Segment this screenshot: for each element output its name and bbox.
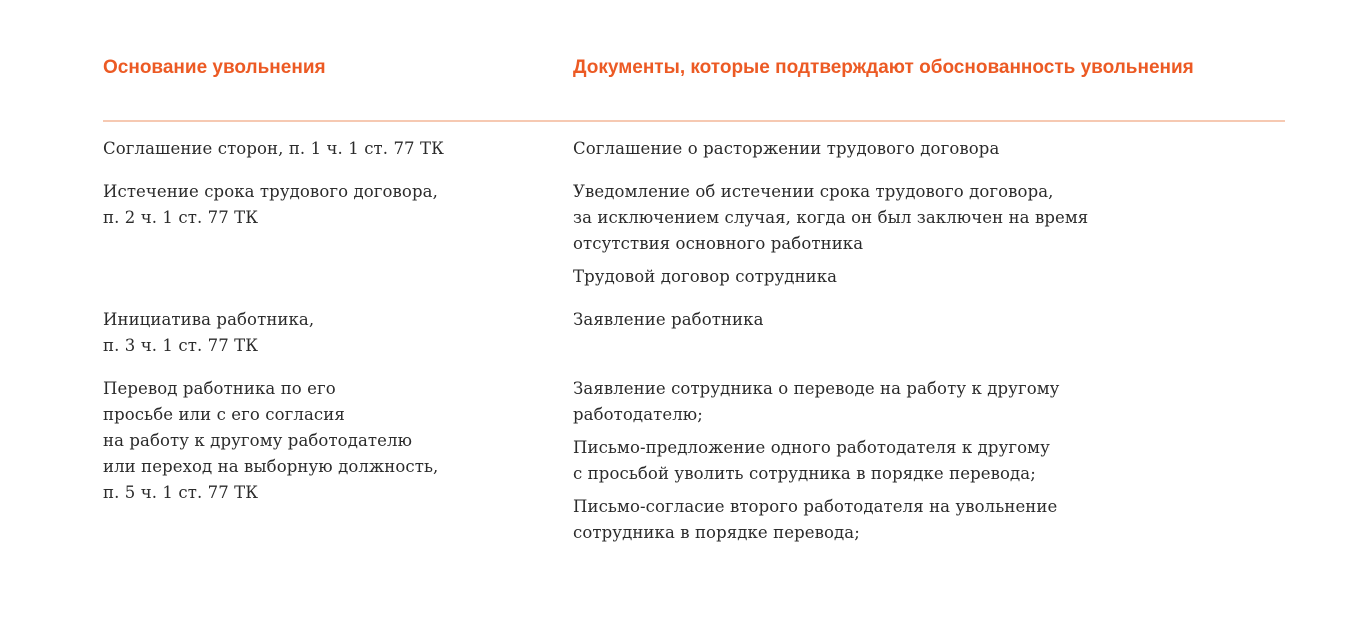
basis-cell: Соглашение сторон, п. 1 ч. 1 ст. 77 ТК (103, 139, 444, 158)
document-item: Соглашение о расторжении трудового договора (573, 139, 1000, 158)
table-row (103, 307, 1285, 359)
basis-cell: Инициатива работника, п. 3 ч. 1 ст. 77 ТК (103, 310, 315, 355)
document-item: Письмо-согласие второго работодателя на увольнение сотрудника в порядке перевода; (573, 497, 1058, 542)
document-item: Письмо-предложение одного работодателя к другому с просьбой уволить сотрудника в порядке перевода; (573, 438, 1050, 483)
document-item: Заявление работника (573, 310, 764, 329)
document-item: Трудовой договор сотрудника (573, 267, 838, 286)
table-row (103, 376, 1285, 546)
table-row (103, 179, 1285, 290)
header-supporting-documents: Документы, которые подтверждают обоснованность увольнения (573, 57, 1194, 78)
document-item: Уведомление об истечении срока трудового договора, за исключением случая, когда он был заключен на время отсутствия основного работника (573, 182, 1089, 253)
table-header (103, 56, 1285, 122)
dismissal-documents-table (103, 56, 1285, 563)
documents-cell (573, 307, 1285, 359)
header-dismissal-basis: Основание увольнения (103, 57, 326, 78)
documents-cell (573, 136, 1285, 162)
table-body (103, 122, 1285, 546)
document-item: Заявление сотрудника о переводе на работу к другому работодателю; (573, 379, 1060, 424)
documents-cell (573, 376, 1285, 546)
documents-cell (573, 179, 1285, 290)
basis-cell: Истечение срока трудового договора, п. 2 ч. 1 ст. 77 ТК (103, 182, 438, 227)
basis-cell: Перевод работника по его просьбе или с его согласия на работу к другому работодателю или переход на выборную должность, п. 5 ч. 1 ст. 77 ТК (103, 379, 439, 502)
table-row (103, 136, 1285, 162)
